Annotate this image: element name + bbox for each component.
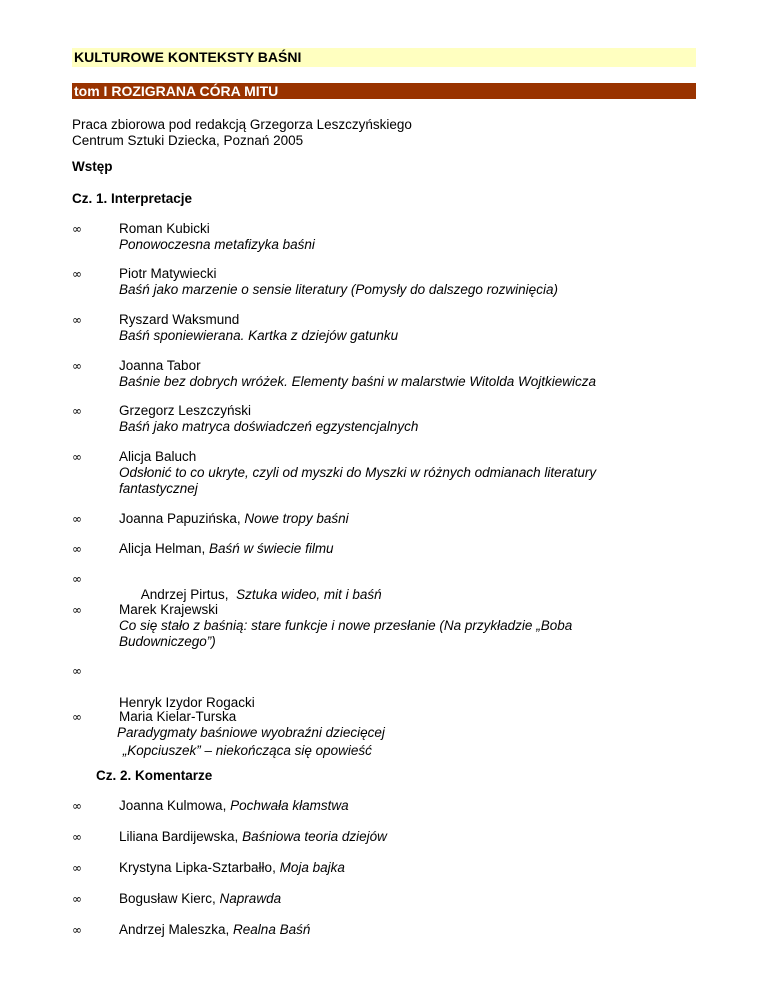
intro-heading: Wstęp — [72, 159, 113, 174]
bullet-icon: ∞ — [72, 923, 82, 937]
entry-author: Maria Kielar-Turska — [119, 709, 237, 724]
bullet-icon: ∞ — [72, 799, 82, 813]
bullet-icon: ∞ — [72, 603, 82, 617]
entry-author: Andrzej Pirtus, — [140, 587, 237, 602]
entry-title: Baśń jako matryca doświadczeń egzystencjalnych — [119, 419, 419, 434]
bullet-icon: ∞ — [72, 892, 82, 906]
bullet-icon: ∞ — [72, 542, 82, 556]
entry-title: Odsłonić to co ukryte, czyli od myszki do Myszki w różnych odmianach literatury — [119, 465, 597, 480]
entry-title: Baśń jako marzenie o sensie literatury (Pomysły do dalszego rozwinięcia) — [119, 282, 558, 297]
entry-author: Krystyna Lipka-Sztarbałło, — [119, 860, 280, 875]
entry-author: Henryk Izydor Rogacki — [119, 695, 255, 710]
bullet-icon: ∞ — [72, 450, 82, 464]
entry-author: Alicja Helman, — [119, 541, 210, 556]
publication-info — [72, 117, 412, 149]
entry-title: Baśń sponiewierana. Kartka z dziejów gatunku — [119, 328, 399, 343]
entry-title-continued: fantastycznej — [119, 481, 198, 496]
entry-title: Nowe tropy baśni — [244, 511, 349, 526]
editor-line: Praca zbiorowa pod redakcją Grzegorza Leszczyńskiego — [72, 117, 412, 132]
entry-author: Andrzej Maleszka, — [119, 922, 234, 937]
entry-title-continued: Budowniczego”) — [119, 634, 216, 649]
part1-heading: Cz. 1. Interpretacje — [72, 191, 193, 206]
book-title: KULTUROWE KONTEKSTY BAŚNI — [72, 48, 696, 67]
part2-heading: Cz. 2. Komentarze — [96, 768, 213, 783]
entry-title: Realna Baśń — [233, 922, 311, 937]
bullet-icon: ∞ — [72, 313, 82, 327]
entry-title: Naprawda — [219, 891, 282, 906]
entry-author: Joanna Tabor — [119, 358, 201, 373]
entry-author: Piotr Matywiecki — [119, 266, 217, 281]
entry-title: Sztuka wideo, mit i baśń — [236, 587, 382, 602]
entry-author: Joanna Kulmowa, — [119, 798, 231, 813]
entry-author: Grzegorz Leszczyński — [119, 403, 252, 418]
entry-title: Pochwała kłamstwa — [230, 798, 349, 813]
entry-author: Ryszard Waksmund — [119, 312, 240, 327]
entry-title: Baśń w świecie filmu — [209, 541, 334, 556]
entry-author: Bogusław Kierc, — [119, 891, 220, 906]
entry-author: Marek Krajewski — [119, 602, 219, 617]
entry-title: Ponowoczesna metafizyka baśni — [119, 237, 315, 252]
bullet-icon: ∞ — [72, 572, 82, 586]
entry-author: Alicja Baluch — [119, 449, 197, 464]
entry-title: „Kopciuszek” – niekończąca się opowieść — [119, 743, 372, 758]
entry-title: Baśniowa teoria dziejów — [242, 829, 387, 844]
bullet-icon: ∞ — [72, 710, 82, 724]
bullet-icon: ∞ — [72, 861, 82, 875]
bullet-icon: ∞ — [72, 267, 82, 281]
entry-title: Moja bajka — [279, 860, 345, 875]
entry-author: Roman Kubicki — [119, 221, 210, 236]
entry-author: Joanna Papuzińska, — [119, 511, 245, 526]
entry-title: Paradygmaty baśniowe wyobraźni dziecięcej — [117, 725, 385, 740]
entry-title: Co się stało z baśnią: stare funkcje i nowe przesłanie (Na przykładzie „Boba — [119, 618, 573, 633]
bullet-icon: ∞ — [72, 222, 82, 236]
entry-title: Baśnie bez dobrych wróżek. Elementy baśni w malarstwie Witolda Wojtkiewicza — [119, 374, 597, 389]
bullet-icon: ∞ — [72, 512, 82, 526]
bullet-icon: ∞ — [72, 664, 82, 678]
bullet-icon: ∞ — [72, 404, 82, 418]
publisher-line: Centrum Sztuki Dziecka, Poznań 2005 — [72, 133, 304, 148]
bullet-icon: ∞ — [72, 359, 82, 373]
bullet-icon: ∞ — [72, 830, 82, 844]
volume-title: tom I ROZIGRANA CÓRA MITU — [72, 83, 696, 99]
entry-author: Liliana Bardijewska, — [119, 829, 243, 844]
